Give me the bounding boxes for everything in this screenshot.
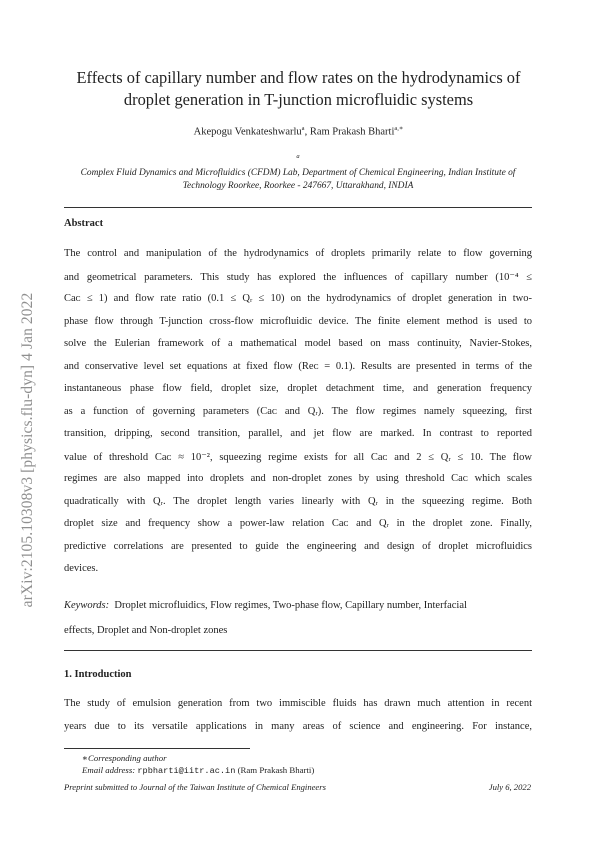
body-text-line: The study of emulsion generation from two immiscible fluids has drawn much attention in recent: [64, 698, 532, 709]
footnote-rule: [64, 748, 250, 749]
abstract-line: and geometrical parameters. This study has explored the influences of capillary number (10⁻⁴ ≤: [64, 271, 532, 283]
email-address-link[interactable]: rpbharti@iitr.ac.in: [137, 766, 236, 776]
affiliation-text: Complex Fluid Dynamics and Microfluidics (CFDM) Lab, Department of Chemical Engineering, Indian Institute of: [80, 168, 516, 179]
abstract-line: The control and manipulation of the hydrodynamics of droplets primarily relate to flow governing: [64, 248, 532, 259]
section-heading-introduction: 1. Introduction: [64, 669, 132, 680]
keywords-label: Keywords:: [64, 600, 110, 611]
author-name: Ram Prakash Bharti: [309, 126, 395, 138]
abstract-line: instantaneous phase flow field, droplet size, droplet detachment time, and generation frequency: [64, 383, 532, 394]
author-list: [40, 124, 557, 138]
title-line-1: Effects of capillary number and flow rates on the hydrodynamics of: [76, 68, 521, 87]
abstract-top-rule: [64, 207, 532, 208]
preprint-notice: Preprint submitted to Journal of the Taiwan Institute of Chemical Engineers: [64, 782, 326, 792]
arxiv-identifier: arXiv:2105.10308v3 [physics.flu-dyn] 4 Jan 2022: [19, 292, 36, 608]
arxiv-sidebar: [20, 240, 36, 660]
abstract-line: Caᴄ ≤ 1) and flow rate ratio (0.1 ≤ Qᵣ ≤ 10) on the hydrodynamics of droplet generation in two-: [64, 293, 532, 304]
author-separator: ,: [304, 126, 310, 138]
footnote-corresponding: ∗Corresponding author: [82, 753, 167, 763]
paper-title: [40, 67, 557, 111]
email-owner: (Ram Prakash Bharti): [237, 765, 315, 775]
author-affiliation-mark: a,∗: [394, 125, 404, 132]
author-affiliation-mark: a: [301, 125, 305, 132]
title-line-2: droplet generation in T-junction microfluidic systems: [123, 90, 474, 109]
keywords-text: Droplet microfluidics, Flow regimes, Two-phase flow, Capillary number, Interfacial: [114, 600, 467, 611]
keywords-line-2: effects, Droplet and Non-droplet zones: [64, 625, 228, 636]
abstract-line: quadratically with Qᵣ. The droplet length varies linearly with Qᵣ in the squeezing regime. Both: [64, 495, 532, 507]
body-text-line: years due to its versatile applications in many areas of science and engineering. For instance,: [64, 720, 532, 732]
abstract-line: predictive correlations are presented to guide the engineering and design of droplet microfluidics: [64, 540, 532, 552]
abstract-line: devices.: [64, 563, 99, 574]
abstract-line: value of threshold Caᴄ ≈ 10⁻², squeezing regime exists for all Caᴄ and 2 ≤ Qᵣ ≤ 10. The flow: [64, 451, 532, 463]
preprint-date: July 6, 2022: [488, 782, 531, 792]
keywords-line-1: [64, 600, 532, 611]
abstract-line: as a function of governing parameters (Caᴄ and Qᵣ). The flow regimes namely squeezing, first: [64, 405, 532, 417]
abstract-line: regimes are also mapped into droplets and non-droplet zones by using threshold Caᴄ which scales: [64, 473, 532, 484]
affiliation-mark: a: [296, 153, 300, 160]
abstract-line: phase flow through T-junction cross-flow microfluidic device. The finite element method is used to: [64, 315, 532, 327]
footnote-email: [82, 764, 314, 777]
affiliation-line-1: [63, 150, 533, 180]
affiliation-line-2: Technology Roorkee, Roorkee - 247667, Uttarakhand, INDIA: [182, 181, 414, 192]
affiliation: [63, 150, 533, 193]
abstract-bottom-rule: [64, 650, 532, 651]
abstract-line: transition, dripping, second transition, parallel, and jet flow are marked. In contrast to reported: [64, 428, 532, 439]
abstract-heading: Abstract: [64, 218, 104, 229]
abstract-line: droplet size and frequency show a power-law relation Caᴄ and Qᵣ in the droplet zone. Finally,: [64, 518, 532, 529]
author-name: Akepogu Venkateshwarlu: [193, 126, 302, 138]
abstract-line: solve the Eulerian framework of a mathematical model based on mass continuity, Navier-Stokes,: [64, 338, 532, 349]
email-label: Email address:: [82, 765, 136, 775]
abstract-line: and conservative level set equations at fixed flow (Reᴄ = 0.1). Results are presented in terms of the: [64, 360, 532, 372]
